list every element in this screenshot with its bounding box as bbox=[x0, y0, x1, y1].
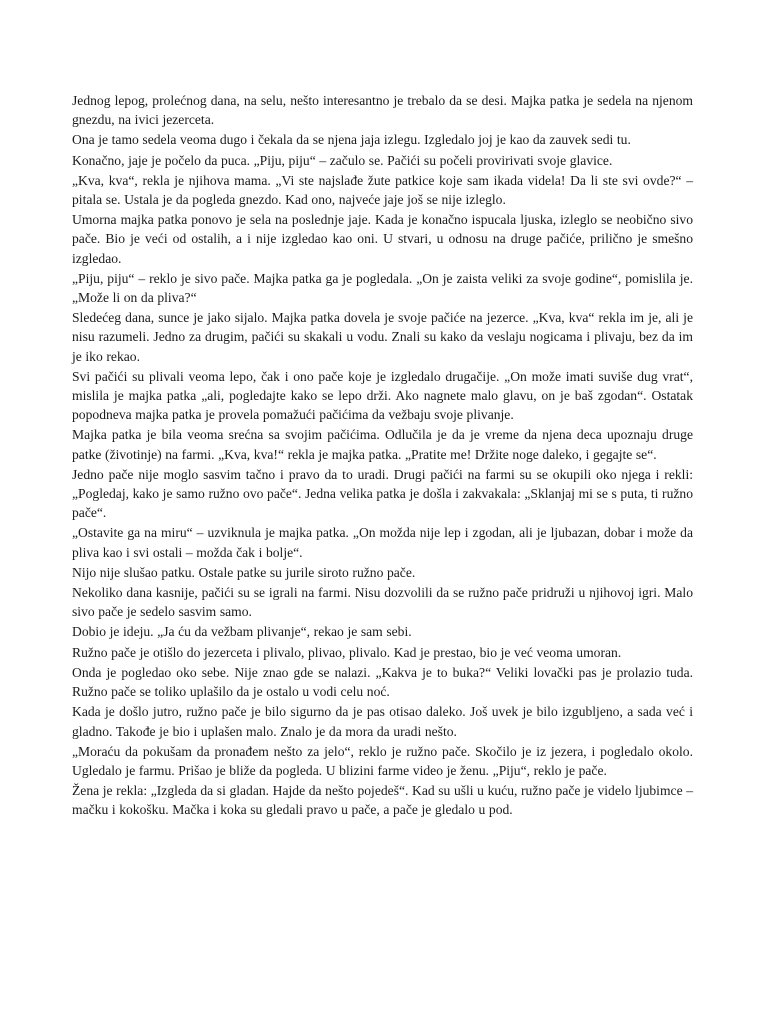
paragraph: „Kva, kva“, rekla je njihova mama. „Vi ste najslađe žute patkice koje sam ikada videla! Da li ste svi ovde?“ – pitala se. Ustala je da pogleda gnezdo. Kad ono, najveće jaje još se nije izleglo. bbox=[72, 172, 693, 208]
paragraph: Sledećeg dana, sunce je jako sijalo. Majka patka dovela je svoje pačiće na jezerce. „Kva, kva“ rekla im je, ali je nisu razumeli. Jedno za drugim, pačići su skakali u vodu. Znali su kako da veslaju nogicama i plivaju, bez da im je iko rekao. bbox=[72, 310, 693, 364]
paragraph: Dobio je ideju. „Ja ću da vežbam plivanje“, rekao je sam sebi. bbox=[72, 624, 412, 640]
paragraph: Majka patka je bila veoma srećna sa svojim pačićima. Odlučila je da je vreme da njena deca upoznaju druge patke (životinje) na farmi. „Kva, kva!“ rekla je majka patka. „Pratite me! Držite noge daleko, i gegajte se“. bbox=[72, 427, 693, 462]
paragraph: Kada je došlo jutro, ružno pače je bilo sigurno da je pas otisao daleko. Još uvek je bilo izgubljeno, a sada već i gladno. Takođe je bio i uplašen malo. Znalo je da mora da uradi nešto. bbox=[72, 704, 693, 739]
document-body bbox=[72, 91, 693, 821]
paragraph: Ružno pače je otišlo do jezerceta i plivalo, plivao, plivalo. Kad je prestao, bio je već veoma umoran. bbox=[72, 644, 622, 660]
paragraph: Konačno, jaje je počelo da puca. „Piju, piju“ – začulo se. Pačići su počeli provirivati svoje glavice. bbox=[72, 152, 613, 168]
paragraph: Svi pačići su plivali veoma lepo, čak i ono pače koje je izgledalo drugačije. „On može imati suviše dug vrat“, mislila je majka patka „ali, pogledajte kako se lepo drži. Ako nagnete malo glavu, on je baš zgodan“. Ostatak popodneva majka patka je provela pomažući pačićima da vežbaju svoje plivanje. bbox=[72, 368, 693, 423]
paragraph: Onda je pogledao oko sebe. Nije znao gde se nalazi. „Kakva je to buka?“ Veliki lovački pas je prolazio tuda. Ružno pače se toliko uplašilo da je ostalo u vodi celu noć. bbox=[72, 664, 693, 700]
paragraph: Nijo nije slušao patku. Ostale patke su jurile siroto ružno pače. bbox=[72, 564, 416, 580]
paragraph: Žena je rekla: „Izgleda da si gladan. Hajde da nešto pojedeš“. Kad su ušli u kuću, ružno pače je videlo ljubimce – mačku i kokošku. Mačka i koka su gledali pravo u pače, a pače je gledalo u pod. bbox=[72, 783, 693, 818]
paragraph: Jednog lepog, prolećnog dana, na selu, nešto interesantno je trebalo da se desi. Majka patka je sedela na njenom gnezdu, na ivici jezerceta. bbox=[72, 93, 693, 128]
paragraph: „Piju, piju“ – reklo je sivo pače. Majka patka ga je pogledala. „On je zaista veliki za svoje godine“, pomislila je. „Može li on da pliva?“ bbox=[72, 270, 693, 306]
paragraph: Umorna majka patka ponovo je sela na poslednje jaje. Kada je konačno ispucala ljuska, izleglo se neobično sivo pače. Bio je veći od ostalih, a i nije izgledao kao oni. U stvari, u odnosu na druge pačiće, prilično je smešno izgledao. bbox=[72, 212, 693, 266]
paragraph: Ona je tamo sedela veoma dugo i čekala da se njena jaja izlegu. Izgledalo joj je kao da zauvek sedi tu. bbox=[72, 132, 631, 148]
paragraph: „Moraću da pokušam da pronađem nešto za jelo“, reklo je ružno pače. Skočilo je iz jezera, i pogledalo okolo. Ugledalo je farmu. Prišao je bliže da pogleda. U blizini farme video je ženu. „Piju“, reklo je pače. bbox=[72, 743, 693, 778]
paragraph: Nekoliko dana kasnije, pačići su se igrali na farmi. Nisu dozvolili da se ružno pače pridruži u njihovoj igri. Malo sivo pače je sedelo sasvim samo. bbox=[72, 585, 693, 620]
paragraph: „Ostavite ga na miru“ – uzviknula je majka patka. „On možda nije lep i zgodan, ali je ljubazan, dobar i može da pliva kao i svi ostali – možda čak i bolje“. bbox=[72, 525, 693, 560]
paragraph: Jedno pače nije moglo sasvim tačno i pravo da to uradi. Drugi pačići na farmi su se okupili oko njega i rekli: „Pogledaj, kako je samo ružno ovo pače“. Jedna velika patka je došla i zakvakala: „Sklanjaj mi se s puta, ti ružno pače“. bbox=[72, 466, 693, 521]
